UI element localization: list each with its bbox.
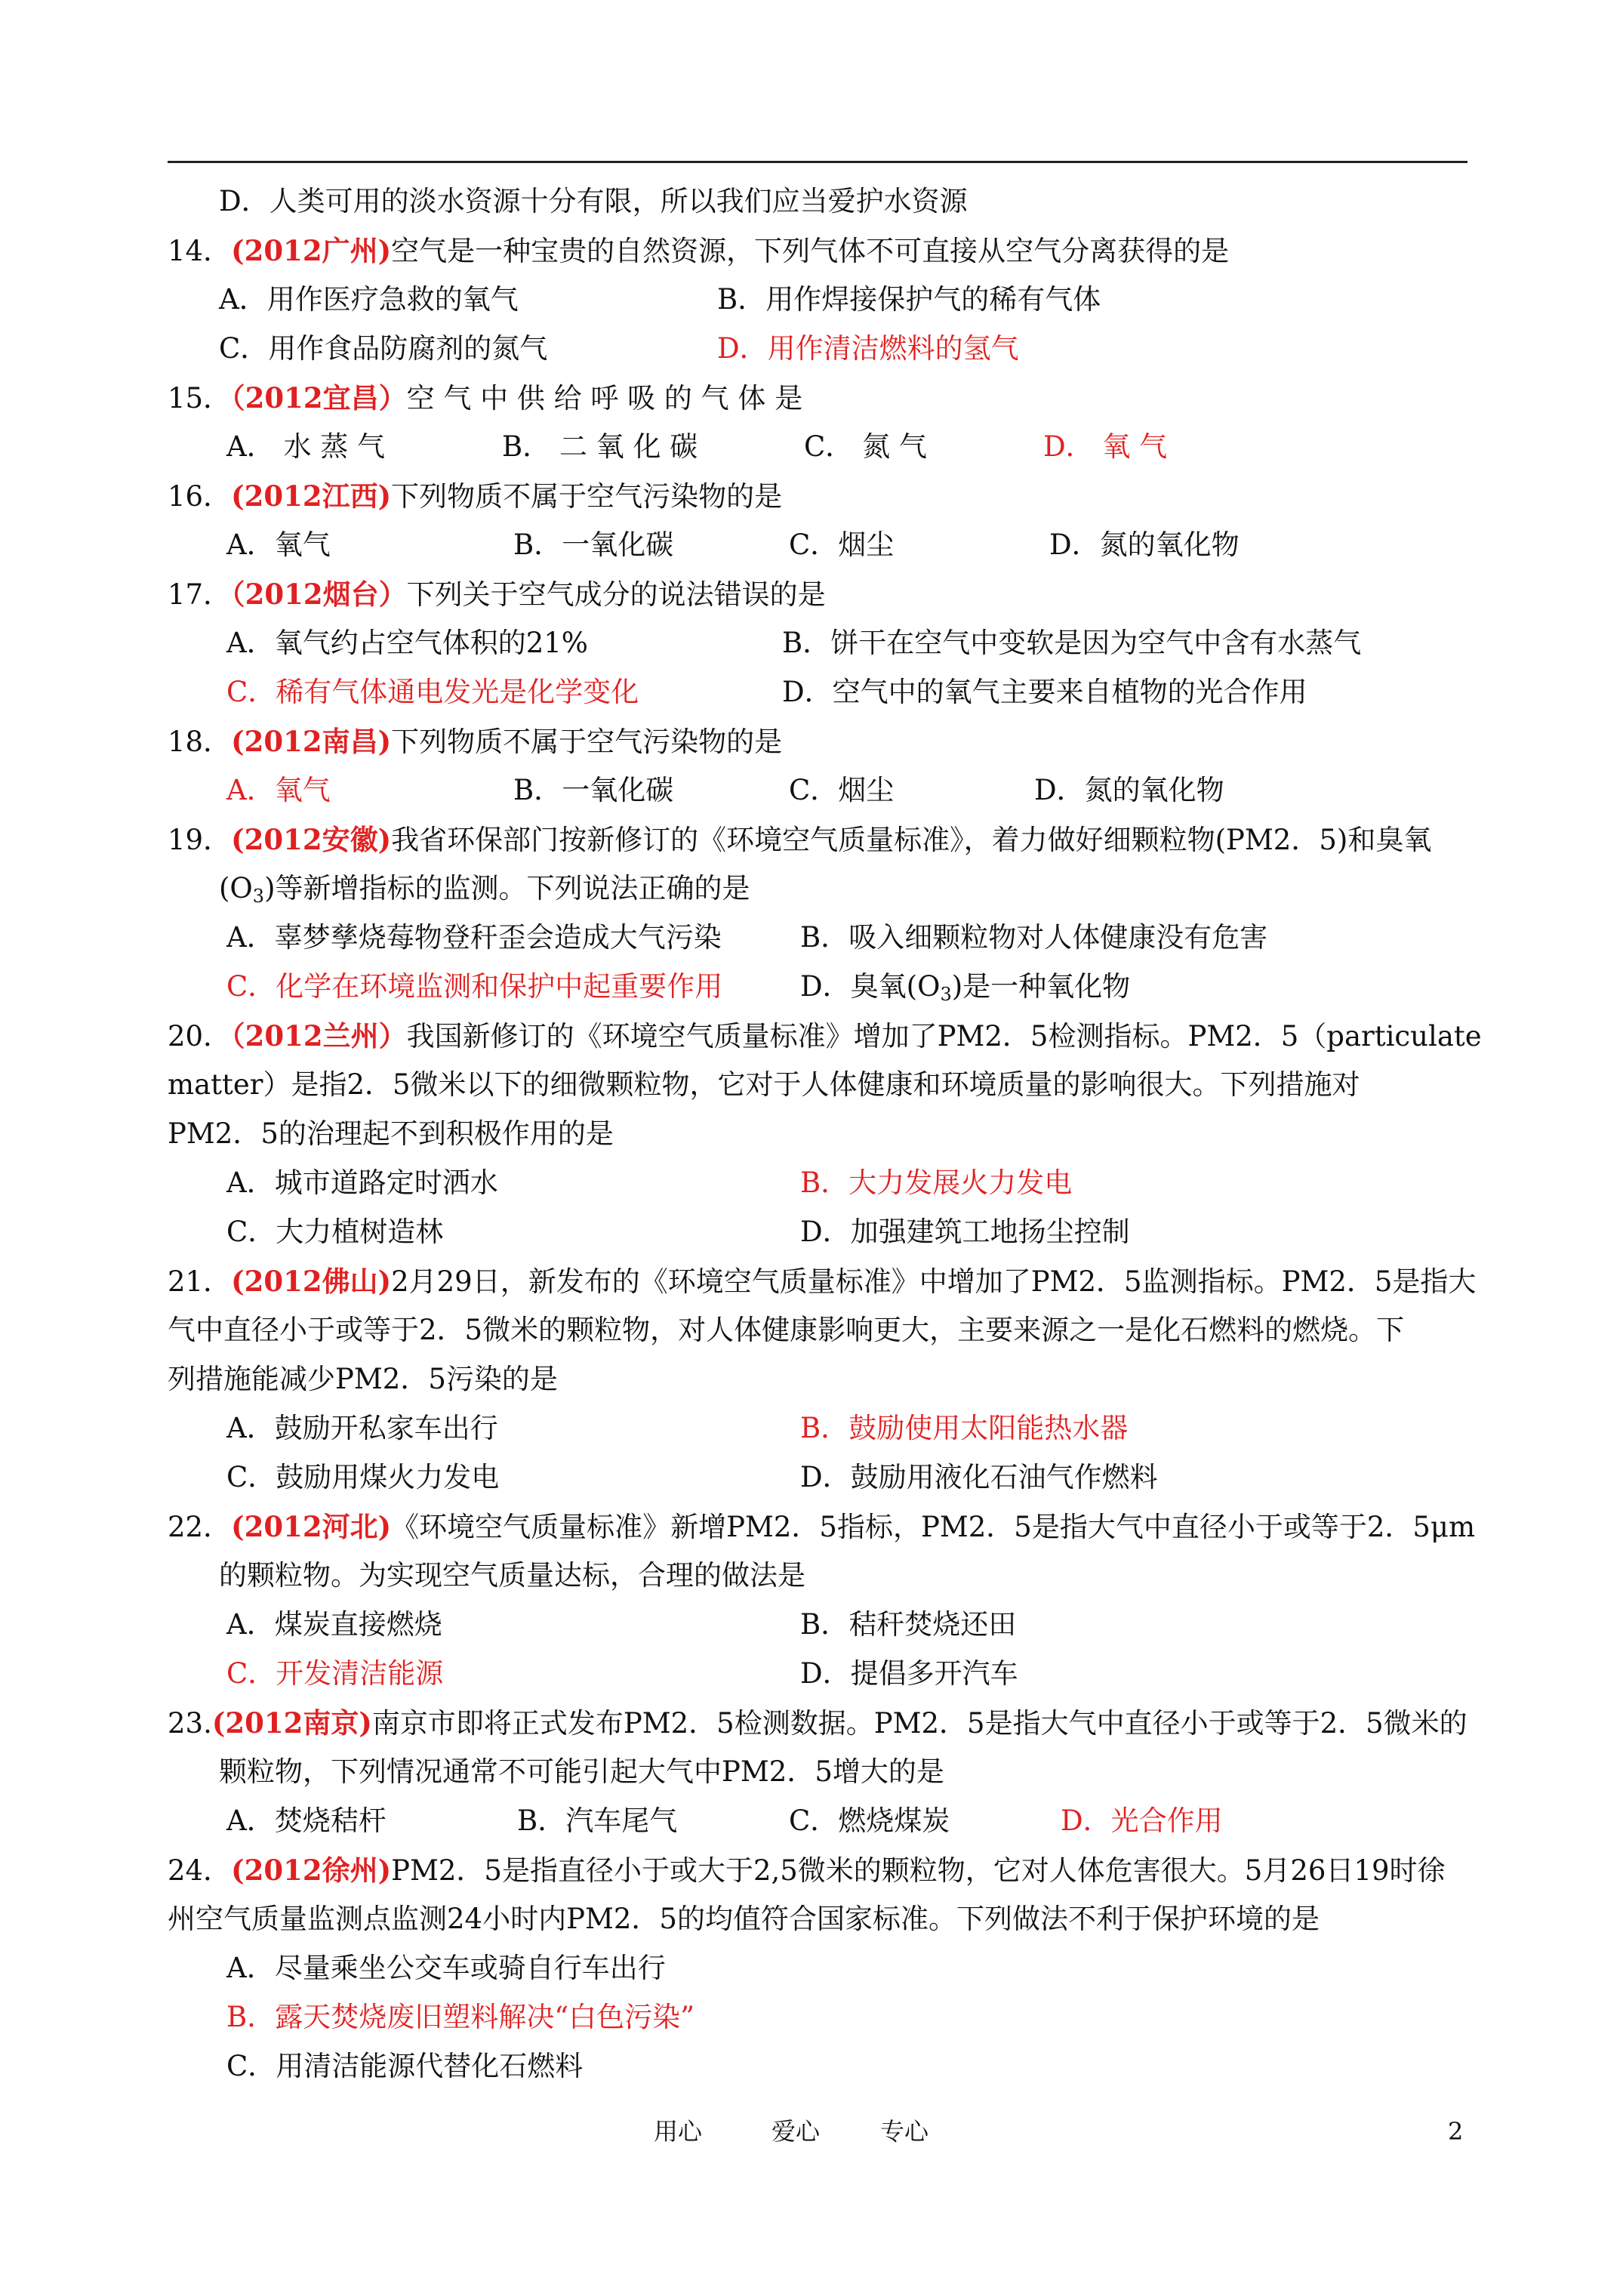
line-text: 14．: [168, 235, 232, 267]
text-line: [168, 1110, 614, 1158]
line-text: 22．: [168, 1511, 232, 1543]
line-text: C．烟尘: [789, 774, 895, 806]
line-text: D．鼓励用液化石油气作燃料: [800, 1461, 1158, 1493]
answer-text: D．用作清洁燃料的氢气: [717, 332, 1019, 365]
line-text: D．提倡多开汽车: [800, 1657, 1018, 1690]
answer-text: C．开发清洁能源: [226, 1657, 444, 1690]
text-line: [168, 1257, 1476, 1305]
text-line: [226, 963, 722, 1011]
question-source: (2012南京): [211, 1706, 372, 1740]
text-line: [226, 1159, 498, 1207]
question-source: (2012佛山): [231, 1265, 392, 1298]
line-text: A．尽量乘坐公交车或骑自行车出行: [226, 1952, 666, 1984]
text-line: [800, 1601, 1016, 1649]
text-line: [168, 1895, 1320, 1943]
text-line: [226, 1797, 387, 1845]
line-text: 16．: [168, 480, 232, 513]
text-line: [168, 1699, 1467, 1747]
answer-text: B．大力发展火力发电: [800, 1166, 1073, 1199]
question-source: (2012江西): [231, 479, 392, 513]
text-line: [1049, 521, 1240, 569]
text-line: [219, 1552, 805, 1600]
text-line: [789, 1797, 950, 1845]
line-text: A．辜梦孳烧莓物登秆歪会造成大气污染: [226, 921, 722, 954]
line-text: PM2．5是指直径小于或大于2,5微米的颗粒物，它对人体危害很大。5月26日19时徐: [391, 1854, 1446, 1887]
line-text: B． 二 氧 化 碳: [502, 430, 698, 463]
line-text: A．煤炭直接燃烧: [226, 1608, 442, 1641]
answer-text: D． 氧 气: [1043, 430, 1168, 463]
text-line: [168, 472, 782, 520]
line-text: 我国新修订的《环境空气质量标准》增加了PM2．5检测指标。PM2．5（particulate: [406, 1020, 1482, 1052]
text-line: [219, 1748, 944, 1796]
footer-right: 专心: [880, 2117, 929, 2146]
text-line: [1034, 766, 1224, 815]
line-text: 23.: [168, 1707, 212, 1740]
text-line: [226, 914, 722, 962]
line-text: 3: [940, 984, 952, 1005]
line-text: 2月29日，新发布的《环境空气质量标准》中增加了PM2．5监测指标。PM2．5是指大: [391, 1265, 1477, 1298]
answer-text: D．光合作用: [1061, 1804, 1223, 1837]
line-text: 19．: [168, 824, 232, 856]
text-line: [1043, 423, 1167, 471]
line-text: C．大力植树造林: [226, 1216, 444, 1248]
text-line: [513, 766, 673, 815]
line-text: B．一氧化碳: [513, 529, 674, 561]
line-text: 15．: [168, 382, 232, 415]
text-line: [168, 227, 1229, 275]
line-text: D．空气中的氧气主要来自植物的光合作用: [782, 676, 1307, 708]
line-text: 气中直径小于或等于2．5微米的颗粒物，对人体健康影响更大，主要来源之一是化石燃料的燃烧。下: [168, 1314, 1405, 1346]
line-text: B．一氧化碳: [513, 774, 674, 806]
line-text: )是一种氧化物: [951, 970, 1131, 1003]
text-line: [789, 521, 894, 569]
text-line: [168, 570, 826, 618]
text-line: [168, 374, 802, 422]
text-line: [717, 325, 1019, 373]
text-line: [226, 619, 588, 667]
line-text: 南京市即将正式发布PM2．5检测数据。PM2．5是指大气中直径小于或等于2．5微米的: [371, 1707, 1467, 1740]
text-line: [800, 963, 1130, 1011]
line-text: 我省环保部门按新修订的《环境空气质量标准》，着力做好细颗粒物(PM2．5)和臭氧: [391, 824, 1432, 856]
line-text: A．氧气约占空气体积的21%: [226, 627, 588, 659]
answer-text: C．稀有气体通电发光是化学变化: [226, 676, 639, 708]
text-line: [168, 815, 1431, 864]
text-line: [226, 766, 331, 815]
line-text: B．用作焊接保护气的稀有气体: [717, 283, 1101, 316]
answer-text: B．鼓励使用太阳能热水器: [800, 1412, 1129, 1444]
text-line: [168, 1355, 558, 1404]
line-text: 的颗粒物。为实现空气质量达标，合理的做法是: [219, 1559, 805, 1592]
line-text: C．鼓励用煤火力发电: [226, 1461, 500, 1493]
text-line: [226, 423, 385, 471]
text-line: [219, 325, 547, 373]
line-text: 17．: [168, 578, 232, 611]
answer-text: A．氧气: [226, 774, 331, 806]
line-text: B．汽车尾气: [517, 1804, 678, 1837]
line-text: 下列物质不属于空气污染物的是: [391, 726, 783, 758]
line-text: 3: [252, 886, 265, 907]
page-number: 2: [1448, 2117, 1464, 2146]
line-text: 《环境空气质量标准》新增PM2．5指标，PM2．5是指大气中直径小于或等于2．5μm: [391, 1511, 1476, 1543]
question-source: (2012徐州): [231, 1854, 392, 1887]
line-text: A．氧气: [226, 529, 331, 561]
line-text: C．燃烧煤炭: [789, 1804, 950, 1837]
line-text: B．饼干在空气中变软是因为空气中含有水蒸气: [782, 627, 1362, 659]
footer-middle: 爱心: [771, 2117, 821, 2146]
answer-text: B．露天焚烧废旧塑料解决“白色污染”: [226, 2001, 695, 2033]
line-text: C．用作食品防腐剂的氮气: [219, 332, 548, 365]
line-text: A． 水 蒸 气: [226, 430, 386, 463]
line-text: 空 气 中 供 给 呼 吸 的 气 体 是: [406, 382, 803, 415]
text-line: [800, 1159, 1072, 1207]
question-source: （2012宜昌）: [231, 381, 407, 415]
text-line: [800, 1208, 1130, 1256]
text-line: [800, 1453, 1158, 1502]
line-text: C．用清洁能源代替化石燃料: [226, 2050, 584, 2082]
question-source: （2012烟台）: [231, 578, 407, 611]
text-line: [226, 1650, 443, 1698]
text-line: [168, 1502, 1475, 1551]
text-line: [226, 1453, 499, 1502]
text-line: [800, 1650, 1018, 1698]
line-text: A．用作医疗急救的氧气: [219, 283, 519, 316]
line-text: C．烟尘: [789, 529, 895, 561]
line-text: A．鼓励开私家车出行: [226, 1412, 498, 1444]
text-line: [804, 423, 927, 471]
text-line: [800, 914, 1267, 962]
line-text: 20．: [168, 1020, 232, 1052]
line-text: 24．: [168, 1854, 232, 1887]
text-line: [168, 1012, 1482, 1060]
line-text: A．焚烧秸杆: [226, 1804, 387, 1837]
line-text: D．加强建筑工地扬尘控制: [800, 1216, 1130, 1248]
line-text: 颗粒物，下列情况通常不可能引起大气中PM2．5增大的是: [219, 1755, 944, 1788]
text-line: [517, 1797, 677, 1845]
line-text: B．吸入细颗粒物对人体健康没有危害: [800, 921, 1268, 954]
text-line: [168, 1306, 1404, 1354]
text-line: [226, 1601, 442, 1649]
question-source: (2012南昌): [231, 725, 392, 758]
text-line: [226, 668, 639, 717]
question-source: (2012安徽): [231, 823, 392, 856]
line-text: B．秸秆焚烧还田: [800, 1608, 1017, 1641]
line-text: 18．: [168, 726, 232, 758]
line-text: D．氮的氧化物: [1049, 529, 1240, 561]
text-line: [789, 766, 894, 815]
text-line: [226, 1944, 666, 1992]
text-line: [168, 1061, 1360, 1109]
text-line: [502, 423, 698, 471]
line-text: 下列物质不属于空气污染物的是: [391, 480, 783, 513]
text-line: [219, 177, 968, 226]
text-line: [226, 1404, 498, 1453]
text-line: [782, 619, 1361, 667]
question-source: (2012河北): [231, 1510, 392, 1543]
line-text: 列措施能减少PM2．5污染的是: [168, 1363, 558, 1395]
line-text: D．人类可用的淡水资源十分有限，所以我们应当爱护水资源: [219, 185, 968, 217]
line-text: PM2．5的治理起不到积极作用的是: [168, 1117, 614, 1150]
question-source: (2012广州): [231, 234, 392, 267]
line-text: A．城市道路定时洒水: [226, 1166, 498, 1199]
header-rule: [168, 161, 1467, 163]
text-line: [717, 276, 1101, 324]
text-line: [800, 1404, 1128, 1453]
line-text: D．氮的氧化物: [1034, 774, 1224, 806]
text-line: [782, 668, 1307, 717]
text-line: [168, 717, 782, 766]
question-source: （2012兰州）: [231, 1019, 407, 1052]
line-text: C． 氮 气: [804, 430, 927, 463]
text-line: [168, 1846, 1446, 1894]
line-text: 州空气质量监测点监测24小时内PM2．5的均值符合国家标准。下列做法不利于保护环境的是: [168, 1903, 1320, 1935]
text-line: [226, 521, 331, 569]
line-text: 下列关于空气成分的说法错误的是: [406, 578, 826, 611]
text-line: [219, 276, 519, 324]
line-text: D．臭氧(O: [800, 970, 941, 1003]
text-line: [219, 864, 750, 913]
text-line: [226, 1993, 694, 2042]
line-text: matter）是指2．5微米以下的细微颗粒物，它对于人体健康和环境质量的影响很大。下列措施对: [168, 1068, 1360, 1101]
line-text: )等新增指标的监测。下列说法正确的是: [264, 872, 750, 905]
text-line: [513, 521, 673, 569]
line-text: (O: [219, 872, 253, 905]
footer-left: 用心: [654, 2117, 703, 2146]
answer-text: C．化学在环境监测和保护中起重要作用: [226, 970, 723, 1003]
text-line: [226, 2042, 583, 2091]
text-line: [226, 1208, 443, 1256]
text-line: [1061, 1797, 1223, 1845]
line-text: 21．: [168, 1265, 232, 1298]
line-text: 空气是一种宝贵的自然资源，下列气体不可直接从空气分离获得的是: [391, 235, 1230, 267]
